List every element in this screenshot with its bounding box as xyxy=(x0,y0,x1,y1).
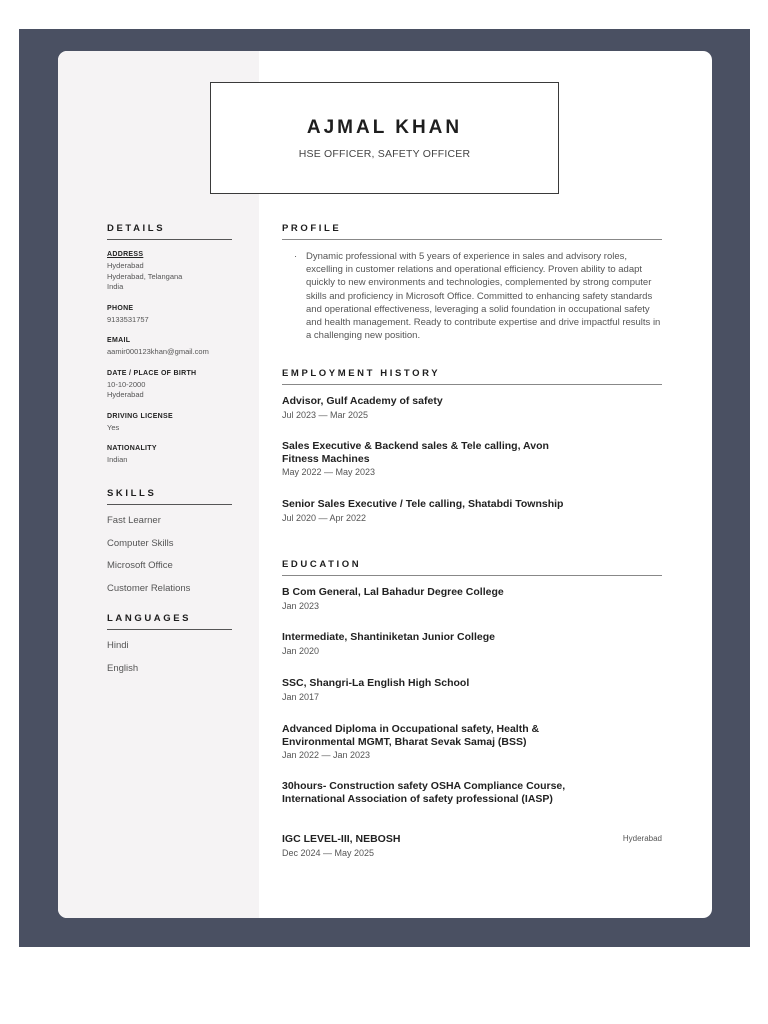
candidate-name: AJMAL KHAN xyxy=(306,117,463,138)
education-dates: Jan 2022 — Jan 2023 xyxy=(282,750,371,760)
employment-dates: May 2022 — May 2023 xyxy=(282,467,376,477)
email-value: aamir000123khan@gmail.com xyxy=(107,347,209,356)
education-entry xyxy=(282,631,572,656)
employment-title: Advisor, Gulf Academy of safety xyxy=(282,395,443,407)
employment-entry xyxy=(282,498,572,523)
address-line: India xyxy=(107,282,124,291)
education-title: 30hours- Construction safety OSHA Compliance Course, International Association of safety professional (IASP) xyxy=(282,780,566,805)
languages-section xyxy=(107,613,232,680)
profile-heading: PROFILE xyxy=(282,223,662,240)
skills-section xyxy=(107,488,232,600)
language-item: English xyxy=(107,662,139,674)
employment-title: Sales Executive & Backend sales & Tele calling, Avon Fitness Machines xyxy=(282,440,549,465)
skills-heading: SKILLS xyxy=(107,488,232,505)
employment-heading: EMPLOYMENT HISTORY xyxy=(282,368,662,385)
education-section xyxy=(282,559,662,869)
education-title: B Com General, Lal Bahadur Degree College xyxy=(282,586,504,598)
bullet-icon: · xyxy=(294,251,298,262)
languages-list xyxy=(107,635,232,680)
email-label: EMAIL xyxy=(107,337,131,344)
address-line: Hyderabad, Telangana xyxy=(107,271,183,281)
education-title: Intermediate, Shantiniketan Junior College xyxy=(282,631,495,643)
candidate-title: HSE OFFICER, SAFETY OFFICER xyxy=(298,148,471,160)
employment-dates: Jul 2023 — Mar 2025 xyxy=(282,409,369,420)
header-box xyxy=(210,82,559,194)
nationality-value: Indian xyxy=(107,455,128,464)
skill-item: Fast Learner xyxy=(107,515,161,526)
skill-item: Microsoft Office xyxy=(107,560,173,571)
employment-entry xyxy=(282,440,572,477)
resume-page xyxy=(58,51,712,918)
education-heading: EDUCATION xyxy=(282,559,662,576)
education-entry xyxy=(282,723,572,760)
education-title: IGC LEVEL-III, NEBOSH xyxy=(282,833,401,845)
language-item: Hindi xyxy=(107,640,129,651)
education-dates: Jan 2020 xyxy=(282,645,320,656)
employment-title: Senior Sales Executive / Tele calling, Shatabdi Township xyxy=(282,498,564,510)
address-label: ADDRESS xyxy=(107,251,144,258)
skill-item: Computer Skills xyxy=(107,537,174,549)
education-dates: Jan 2023 xyxy=(282,600,320,611)
license-label: DRIVING LICENSE xyxy=(107,412,173,420)
phone-value: 9133531757 xyxy=(107,314,149,324)
education-entry xyxy=(282,677,572,702)
address-line: Hyderabad xyxy=(107,261,144,270)
skills-list xyxy=(107,510,232,600)
education-entry xyxy=(282,833,662,858)
details-section xyxy=(107,223,232,466)
employment-dates: Jul 2020 — Apr 2022 xyxy=(282,512,367,523)
education-title: SSC, Shangri-La English High School xyxy=(282,677,470,689)
skill-item: Customer Relations xyxy=(107,582,191,594)
education-title: Advanced Diploma in Occupational safety, Health & Environmental MGMT, Bharat Sevak Samaj (BSS) xyxy=(282,723,540,748)
education-location: Hyderabad xyxy=(622,834,662,843)
profile-text: Dynamic professional with 5 years of experience in sales and advisory roles, excelling in customer relations and operational efficiency. Proven ability to adapt quickly to new environments and technologies, complemented by strong computer skills and proficiency in Microsoft Office. Committed to enhancing safety standards and operational effectiveness, leveraging a solid foundation in occupational safety and health management. Ready to contribute expertise and drive impactful results in a challenging new position. xyxy=(306,251,661,342)
phone-label: PHONE xyxy=(107,304,134,312)
employment-section xyxy=(282,368,662,538)
profile-summary xyxy=(282,250,662,342)
dob-value xyxy=(107,380,232,401)
languages-heading: LANGUAGES xyxy=(107,613,232,630)
license-value: Yes xyxy=(107,422,120,432)
employment-entry xyxy=(282,395,572,420)
profile-section xyxy=(282,223,662,342)
details-heading: DETAILS xyxy=(107,223,232,240)
education-entry xyxy=(282,780,572,805)
dob-label: DATE / PLACE OF BIRTH xyxy=(107,369,197,377)
education-dates: Dec 2024 — May 2025 xyxy=(282,847,375,858)
address-value xyxy=(107,261,232,293)
dob-date: 10-10-2000 xyxy=(107,379,146,389)
education-entry xyxy=(282,586,572,611)
nationality-label: NATIONALITY xyxy=(107,445,157,452)
dob-place: Hyderabad xyxy=(107,390,144,399)
education-dates: Jan 2017 xyxy=(282,691,320,702)
